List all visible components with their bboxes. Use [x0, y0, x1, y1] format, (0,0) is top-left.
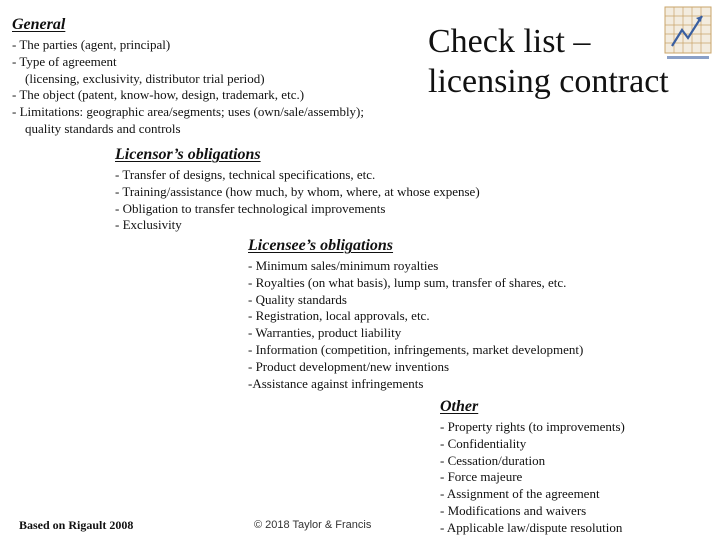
- other-list: [440, 419, 625, 537]
- list-item: - Information (competition, infringements, market development): [248, 341, 584, 357]
- list-item: - Training/assistance (how much, by whom, where, at whose expense): [115, 183, 480, 199]
- list-item: - Force majeure: [440, 469, 523, 485]
- list-item: - Product development/new inventions: [248, 358, 450, 374]
- list-item: - Minimum sales/minimum royalties: [248, 258, 439, 273]
- list-item: - Applicable law/dispute resolution: [440, 519, 623, 535]
- logo: [664, 6, 712, 62]
- list-item: - The parties (agent, principal): [12, 37, 171, 52]
- source-credit: Based on Rigault 2008: [19, 518, 134, 532]
- copyright-notice: © 2018 Taylor & Francis: [254, 519, 372, 531]
- list-item: quality standards and controls: [25, 120, 181, 136]
- list-item: - Exclusivity: [115, 217, 182, 233]
- list-item: - Property rights (to improvements): [440, 419, 625, 434]
- licensor-section: [115, 146, 480, 234]
- licensee-section: [248, 237, 583, 392]
- licensor-list: [115, 167, 480, 234]
- general-section: [12, 16, 364, 138]
- general-heading: General: [12, 16, 66, 33]
- grid-arrow-logo-icon: [664, 6, 712, 62]
- list-item: - Modifications and waivers: [440, 502, 587, 518]
- list-item: -Assistance against infringements: [248, 375, 424, 391]
- list-item: - Registration, local approvals, etc.: [248, 308, 430, 324]
- list-item: (licensing, exclusivity, distributor trial period): [25, 70, 265, 86]
- list-item: - Royalties (on what basis), lump sum, transfer of shares, etc.: [248, 274, 567, 290]
- list-item: - Limitations: geographic area/segments; uses (own/sale/assembly);: [12, 104, 364, 120]
- list-item: - Assignment of the agreement: [440, 486, 600, 502]
- other-section: [440, 398, 625, 537]
- list-item: - Confidentiality: [440, 435, 527, 451]
- list-item: - Warranties, product liability: [248, 325, 402, 341]
- licensee-heading: Licensee’s obligations: [248, 237, 394, 254]
- list-item: - Type of agreement: [12, 53, 117, 69]
- slide-title-line-1: Check list –: [428, 23, 591, 60]
- list-item: - Cessation/duration: [440, 452, 546, 468]
- licensee-list: [248, 258, 583, 392]
- list-item: - Quality standards: [248, 291, 347, 307]
- general-list: [12, 37, 364, 138]
- slide-title-line-2: licensing contract: [428, 63, 669, 100]
- list-item: - Obligation to transfer technological improvements: [115, 200, 386, 216]
- licensor-heading: Licensor’s obligations: [115, 146, 261, 163]
- other-heading: Other: [440, 398, 479, 415]
- list-item: - The object (patent, know-how, design, trademark, etc.): [12, 87, 305, 103]
- list-item: - Transfer of designs, technical specifications, etc.: [115, 167, 376, 182]
